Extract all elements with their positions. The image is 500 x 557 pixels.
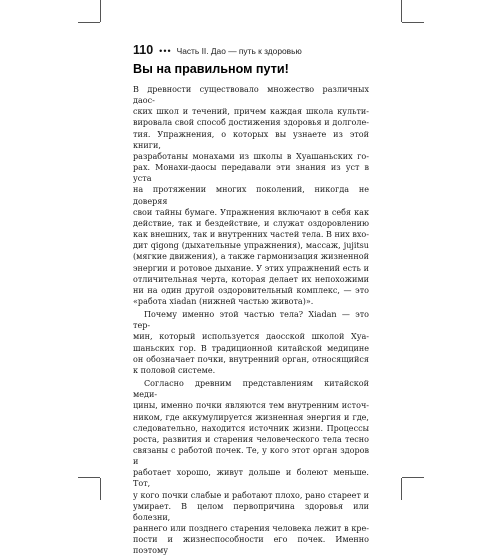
text-line: отличительная черта, которая делает их непохожими bbox=[133, 274, 369, 284]
text-line: В древности существовало множество различных даос- bbox=[133, 85, 369, 106]
running-title: Часть II. Дао — путь к здоровью bbox=[176, 46, 302, 56]
text-line: ских школ и течений, причем каждая школа культи- bbox=[133, 107, 369, 117]
text-line: Согласно древним представлениям китайской меди- bbox=[133, 379, 369, 400]
crop-mark bbox=[78, 22, 100, 23]
text-line: следовательно, находится источник жизни. Процессы bbox=[133, 423, 369, 433]
text-line: «работа xiadan (нижней частью живота)». bbox=[133, 296, 314, 306]
crop-mark bbox=[402, 22, 424, 23]
text-line: на протяжении многих поколений, никогда не доверяя bbox=[133, 185, 369, 206]
text-line: рах. Монахи-даосы передавали эти знания из уст в уста bbox=[133, 163, 369, 184]
text-line: к половой системе. bbox=[133, 365, 216, 375]
page-header bbox=[133, 43, 393, 59]
text-line: ником, где аккумулируется жизненная энергия и где, bbox=[133, 412, 369, 422]
text-line: свои тайны бумаге. Упражнения включают в себя как bbox=[133, 207, 369, 217]
text-line: шаньских гор. В традиционной китайской медицине bbox=[133, 343, 369, 353]
crop-mark bbox=[78, 477, 100, 478]
text-line: умирает. В целом первопричина здоровья или болезни, bbox=[133, 501, 369, 522]
text-line: он обозначает почки, внутренний орган, относящийся bbox=[133, 354, 369, 364]
crop-mark bbox=[402, 477, 424, 478]
crop-mark bbox=[401, 0, 402, 22]
crop-mark bbox=[100, 478, 101, 500]
text-line: как внешних, так и внутренних частей тела. В них вхо- bbox=[133, 230, 369, 240]
text-line: цины, именно почки являются тем внутренним источ- bbox=[133, 401, 369, 411]
text-line: мин, который используется даосской школой Хуа- bbox=[133, 332, 369, 342]
text-line: (мягкие движения), а также гармонизация жизненной bbox=[133, 252, 369, 262]
body-text bbox=[133, 84, 369, 557]
text-line: связаны с работой почек. Те, у кого этот орган здоров и bbox=[133, 446, 369, 467]
crop-mark bbox=[100, 0, 101, 22]
text-line: ни на один другой оздоровительный комплекс, — это bbox=[133, 285, 369, 295]
crop-mark bbox=[401, 478, 402, 500]
section-title: Вы на правильном пути! bbox=[133, 62, 289, 76]
text-line: работает хорошо, живут дольше и болеют меньше. Тот, bbox=[133, 468, 369, 489]
text-line: роста, развития и старения человеческого тела тесно bbox=[133, 434, 369, 444]
text-line: энергии и ротовое дыхание. У этих упражнений есть и bbox=[133, 263, 369, 273]
text-line: дит qigong (дыхательные упражнения), массаж, jujitsu bbox=[133, 241, 369, 251]
header-dots: ••• bbox=[159, 46, 172, 56]
text-line: пости и жизнеспособности его почек. Именно поэтому bbox=[133, 535, 369, 556]
text-line: у кого почки слабые и работают плохо, рано стареет и bbox=[133, 490, 369, 500]
text-line: действие, так и бездействие, и служат оздоровлению bbox=[133, 218, 369, 228]
text-line: Почему именно этой частью тела? Xiadan — это тер- bbox=[133, 310, 369, 331]
text-line: раннего или позднего старения человека лежит в кре- bbox=[133, 524, 369, 534]
text-line: вировала свой способ достижения здоровья и долголе- bbox=[133, 118, 369, 128]
page-number: 110 bbox=[133, 43, 154, 57]
text-line: тия. Упражнения, о которых вы узнаете из этой книги, bbox=[133, 129, 369, 150]
text-line: разработаны монахами из школы в Хуашаньских го- bbox=[133, 151, 369, 161]
